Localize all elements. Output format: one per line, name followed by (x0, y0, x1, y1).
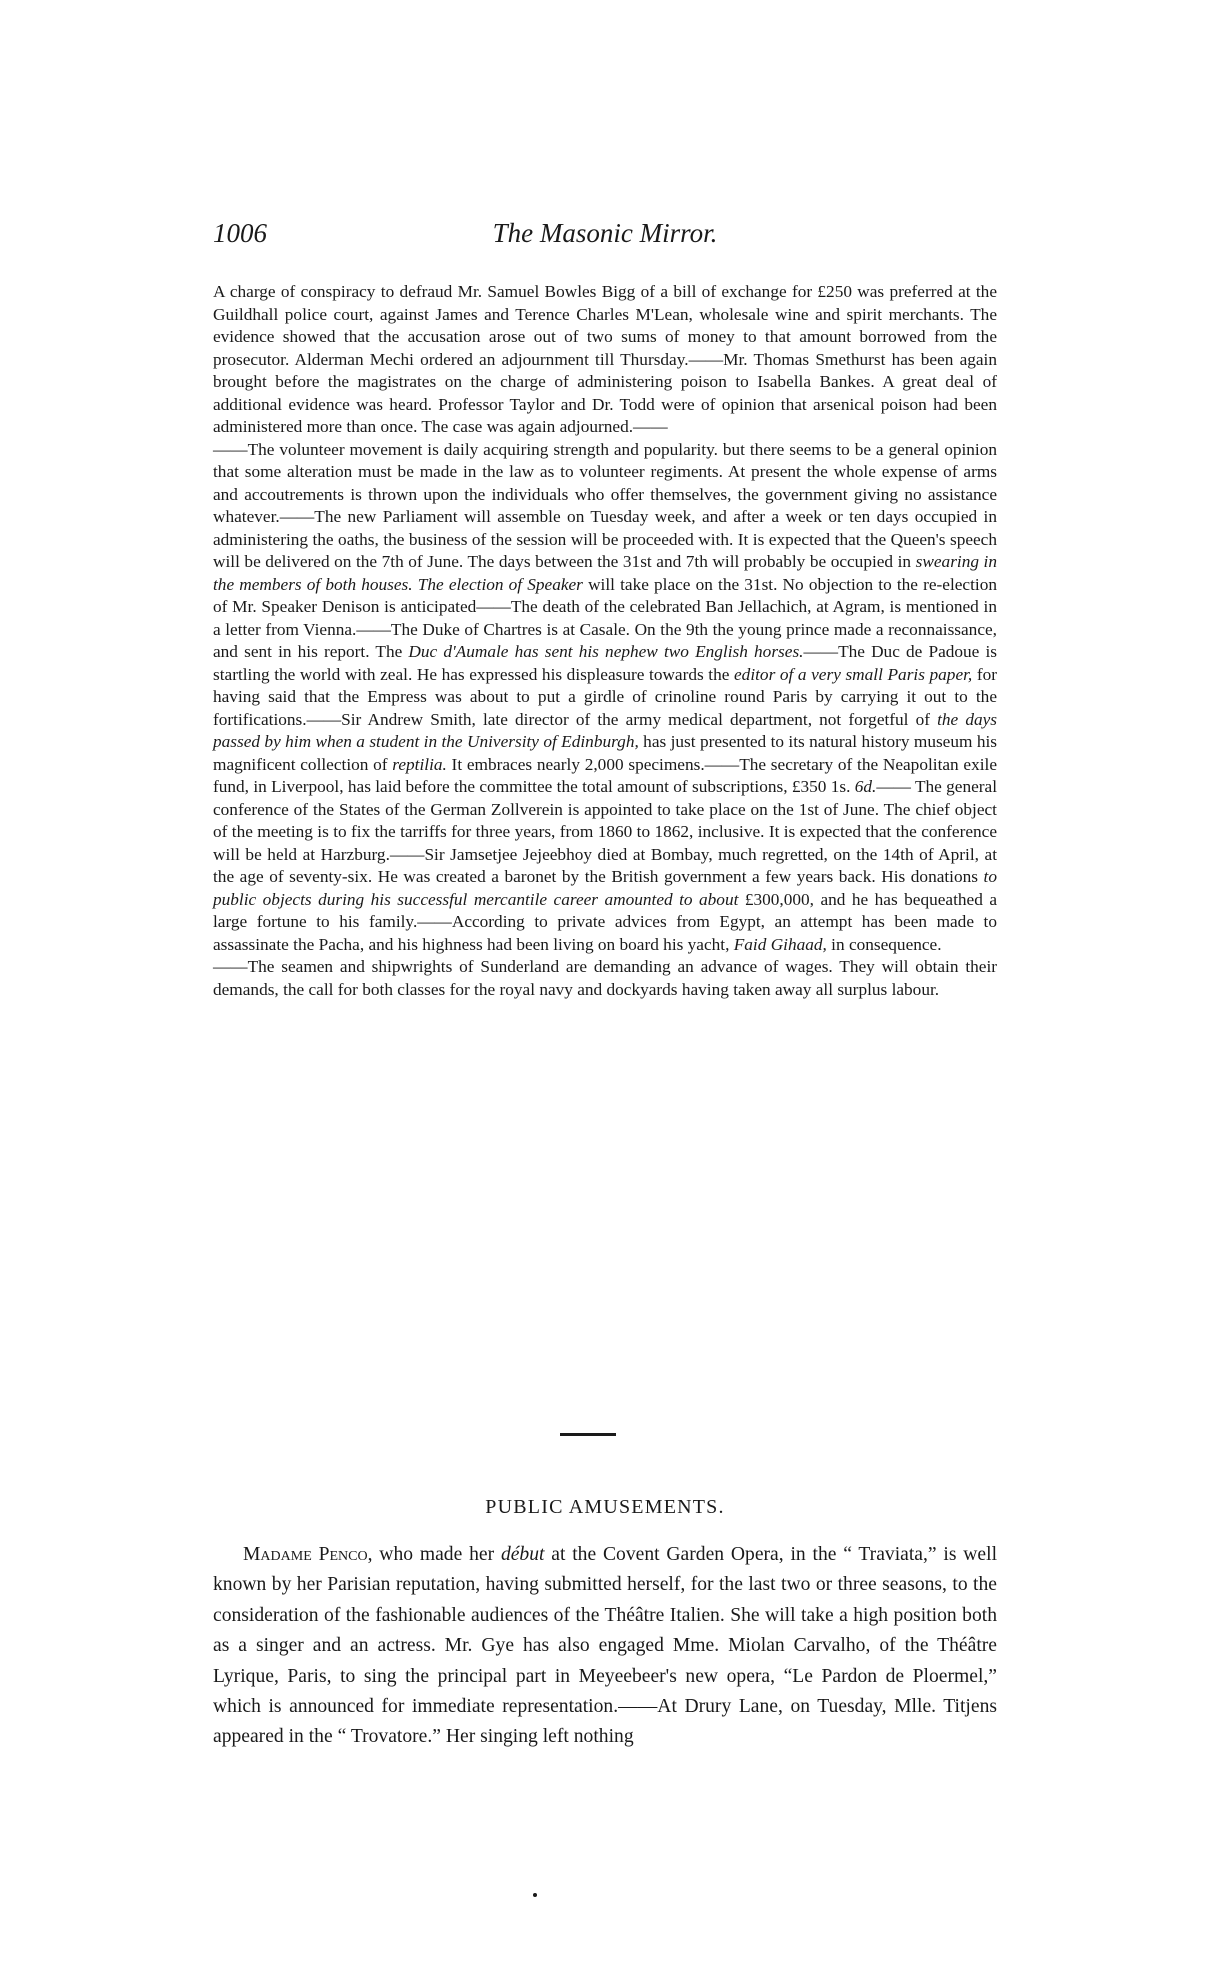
section-divider (560, 1433, 616, 1436)
news-italic-text: editor of a very small Paris paper, (734, 664, 973, 684)
amusements-text: who made her (372, 1544, 501, 1565)
news-text: ——The Duc de Padoue is startling the world with zeal. He has expressed his displeasure towards the (213, 642, 998, 684)
news-text: has just presented to its natural history museum his magnificent collection of (213, 732, 997, 774)
news-italic-text: reptilia. (392, 754, 447, 774)
news-text: ——The seamen and shipwrights of Sunderland are demanding an advance of wages. They will obtain their demands, the call for both classes for the royal navy and dockyards having taken away all surplus labour. (213, 957, 997, 999)
news-italic-text: Faid Gihaad, (733, 934, 827, 954)
amusements-text: at the Covent Garden Opera, in the “ Traviata,” is well known by her Parisian reputation, having submitted herself, for the last two or three seasons, to the consideration of the fashionable audiences of the Théâtre Italien. She will take a high position both as a singer and an actress. Mr. Gye has also engaged Mme. Miolan Carvalho, of the Théâtre Lyrique, Paris, to sing the principal part in Meyeebeer's new opera, “Le Pardon de Ploermel,” which is announced for immediate representation.——At Drury Lane, on Tuesday, Mlle. Titjens appeared in the “ Trovatore.” Her singing left nothing (213, 1544, 998, 1748)
news-italic-text: swearing in the members of both houses. (213, 552, 997, 594)
news-text: will take place on the 31st. No objection to the re-election of Mr. Speaker Denison is anticipated——The death of the celebrated Ban Jellachich, at Agram, is mentioned in a letter from Vienna.——The Duke of Chartres is at Casale. On the 9th the young prince made a reconnaissance, and sent in his report. The (213, 574, 997, 661)
news-summary-block (213, 281, 997, 1001)
news-italic-text: The election of Speaker (417, 574, 583, 594)
news-italic-text: 6d. (854, 777, 877, 796)
amusements-italic-text: début (500, 1544, 545, 1565)
section-heading: PUBLIC AMUSEMENTS. (485, 1496, 725, 1518)
page-number: 1006 (213, 218, 267, 248)
running-title: The Masonic Mirror. (492, 218, 718, 248)
news-italic-text: Duc d'Aumale has sent his nephew two English horses. (408, 642, 804, 661)
news-italic-text: to public objects during his successful mercantile career amounted to about (213, 867, 997, 909)
page-header (213, 218, 997, 258)
news-text: ——The volunteer movement is daily acquiring strength and popularity. but there seems to be a general opinion that some alteration must be made in the law as to volunteer regiments. At present the whole expense of arms and accoutrements is thrown upon the individuals who offer themselves, the government giving no assistance whatever.——The new Parliament will assemble on Tuesday week, and after a week or ten days occupied in administering the oaths, the business of the session will be proceeded with. It is expected that the Queen's speech will be delivered on the 7th of June. The days between the 31st and 7th will probably be occupied in (213, 439, 997, 571)
news-text: —— The general conference of the States of the German Zollverein is appointed to take place on the 1st of June. The chief object of the meeting is to fix the tarriffs for three years, from 1860 to 1862, inclusive. It is expected that the conference will be held at Harzburg.——Sir Jamsetjee Jejeebhoy died at Bombay, much regretted, on the 14th of April, at the age of seventy-six. He was created a baronet by the British government a few years back. His donations (213, 777, 997, 886)
news-paragraph-3 (213, 956, 997, 1001)
news-text: £300,000, and he has bequeathed a large fortune to his family.——According to private advices from Egypt, an attempt has been made to assassinate the Pacha, and his highness had been living on board his yacht, (213, 889, 997, 954)
lead-name: Madame Penco, (243, 1544, 373, 1565)
page-speck (533, 1893, 537, 1897)
news-text: in consequence. (826, 934, 942, 954)
news-text: A charge of conspiracy to defraud Mr. Samuel Bowles Bigg of a bill of exchange for £250 was preferred at the Guildhall police court, against James and Terence Charles M'Lean, wholesale wine and spirit merchants. The evidence showed that the accusation arose out of two sums of money to that amount borrowed from the prosecutor. Alderman Mechi ordered an adjournment till Thursday.——Mr. Thomas Smethurst has been again brought before the magistrates on the charge of administering poison to Isabella Bankes. A great deal of additional evidence was heard. Professor Taylor and Dr. Todd were of opinion that arsenical poison had been administered more than once. The case was again adjourned.—— (213, 282, 997, 436)
news-italic-text: the days passed by him when a student in the University of Edinburgh, (213, 709, 998, 751)
news-paragraph-2 (213, 439, 997, 957)
news-text: for having said that the Empress was about to put a girdle of crinoline round Paris by carrying it out to the fortifications.——Sir Andrew Smith, late director of the army medical department, not forgetful of (213, 664, 997, 729)
news-paragraph-1 (213, 281, 997, 439)
amusements-paragraph (213, 1540, 997, 1753)
news-text: It embraces nearly 2,000 specimens.——The secretary of the Neapolitan exile fund, in Liverpool, has laid before the committee the total amount of subscriptions, £350 1s. (213, 754, 997, 796)
